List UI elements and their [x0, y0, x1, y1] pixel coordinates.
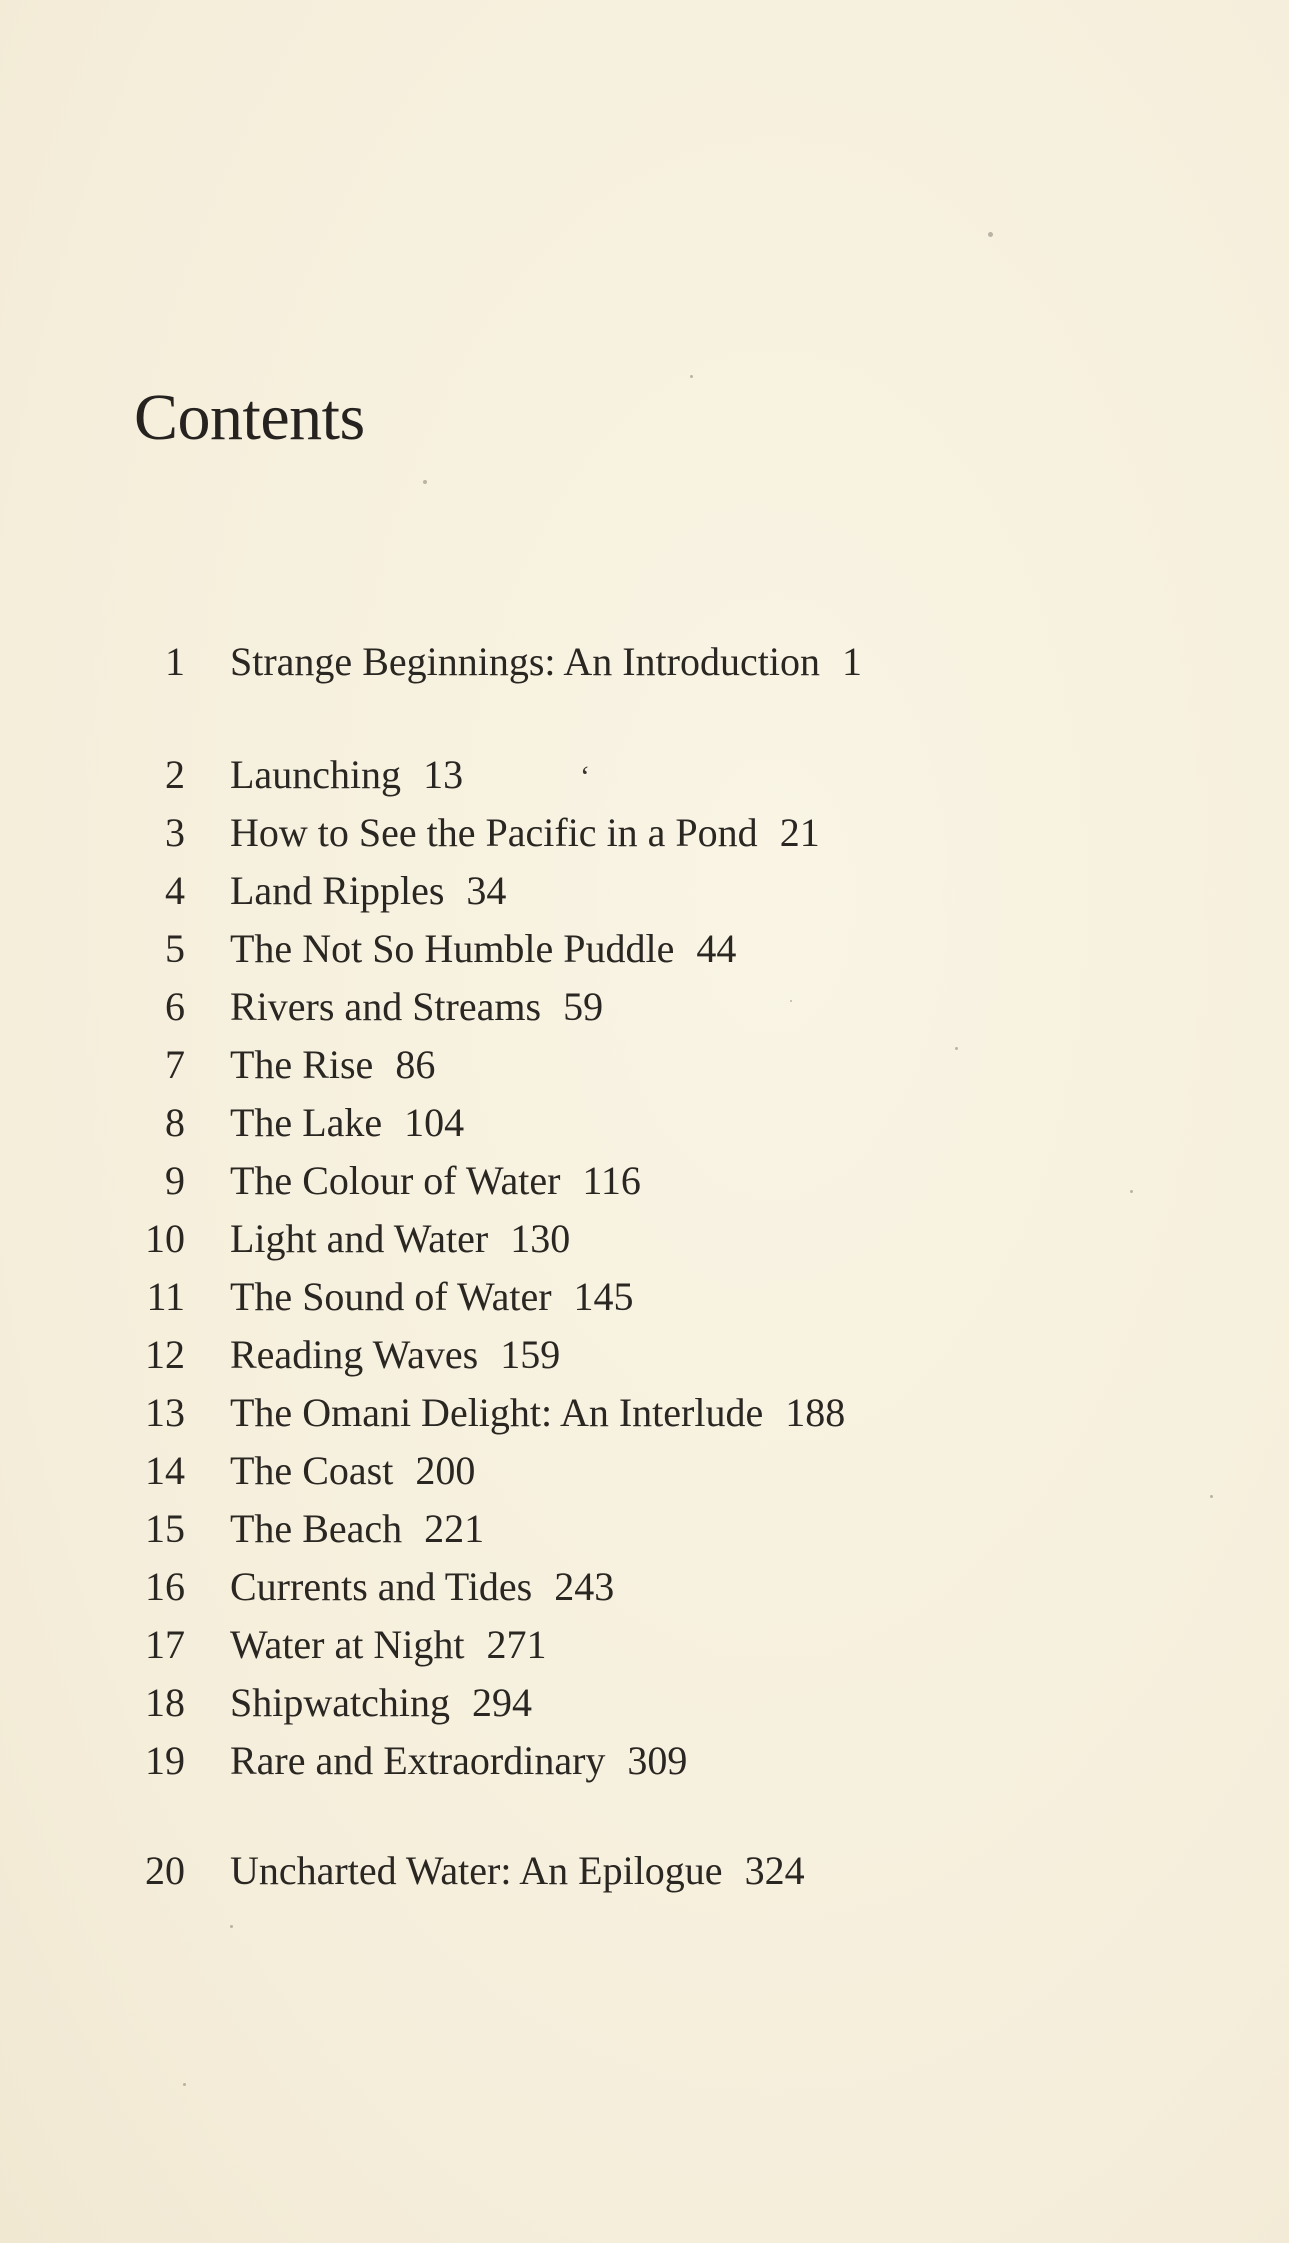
toc-entry[interactable]	[0, 750, 1289, 800]
toc-entry-text	[230, 1620, 546, 1670]
toc-entry[interactable]	[0, 1388, 1289, 1438]
chapter-number: 3	[165, 810, 185, 855]
toc-entry-text	[230, 1504, 484, 1554]
toc-entry[interactable]	[0, 1156, 1289, 1206]
chapter-title: The Coast	[230, 1448, 394, 1493]
chapter-page-number: 59	[563, 984, 604, 1029]
toc-entry[interactable]	[0, 1620, 1289, 1670]
chapter-title: Currents and Tides	[230, 1564, 533, 1609]
chapter-title: Strange Beginnings: An Introduction	[230, 639, 820, 684]
toc-entry-text	[230, 1736, 687, 1786]
chapter-page-number: 243	[554, 1564, 615, 1609]
chapter-page-number: 271	[486, 1622, 547, 1667]
chapter-number: 2	[165, 752, 185, 797]
chapter-number: 5	[165, 926, 185, 971]
chapter-number: 12	[145, 1332, 185, 1377]
chapter-number: 4	[165, 868, 185, 913]
toc-entry[interactable]	[0, 982, 1289, 1032]
chapter-page-number: 34	[466, 868, 507, 913]
chapter-title: Land Ripples	[230, 868, 445, 913]
toc-entry-text	[230, 1040, 435, 1090]
page-title: Contents	[134, 381, 365, 454]
chapter-page-number: 1	[841, 639, 862, 684]
toc-entry-text	[230, 1330, 560, 1380]
toc-entry-text	[230, 1846, 805, 1896]
toc-entry[interactable]	[0, 1678, 1289, 1728]
toc-entry-text	[230, 1098, 464, 1148]
toc-entry-text	[230, 982, 603, 1032]
chapter-page-number: 324	[744, 1848, 805, 1893]
chapter-number: 11	[146, 1274, 185, 1319]
chapter-title: Launching	[230, 752, 402, 797]
toc-entry-text	[230, 808, 820, 858]
chapter-title: The Beach	[230, 1506, 403, 1551]
toc-entry[interactable]	[0, 1098, 1289, 1148]
chapter-number: 19	[145, 1738, 185, 1783]
chapter-title: The Lake	[230, 1100, 383, 1145]
chapter-number: 16	[145, 1564, 185, 1609]
toc-entry[interactable]	[0, 808, 1289, 858]
chapter-number: 13	[145, 1390, 185, 1435]
toc-entry-text	[230, 1388, 845, 1438]
toc-entry-text	[230, 1214, 570, 1264]
toc-entry-text	[230, 1562, 614, 1612]
chapter-number: 8	[165, 1100, 185, 1145]
chapter-number: 10	[145, 1216, 185, 1261]
toc-entry[interactable]	[0, 1330, 1289, 1380]
toc-entry[interactable]	[0, 1846, 1289, 1896]
toc-entry-text	[230, 1156, 641, 1206]
chapter-page-number: 130	[510, 1216, 571, 1261]
chapter-page-number: 86	[395, 1042, 436, 1087]
chapter-title: Light and Water	[230, 1216, 489, 1261]
toc-entry[interactable]	[0, 1446, 1289, 1496]
chapter-title: Rivers and Streams	[230, 984, 542, 1029]
chapter-number: 7	[165, 1042, 185, 1087]
chapter-title: How to See the Pacific in a Pond	[230, 810, 758, 855]
chapter-page-number: 21	[779, 810, 820, 855]
chapter-number: 6	[165, 984, 185, 1029]
chapter-title: Shipwatching	[230, 1680, 450, 1725]
chapter-page-number: 13	[423, 752, 464, 797]
chapter-page-number: 294	[471, 1680, 532, 1725]
toc-entry-text	[230, 866, 506, 916]
toc-entry[interactable]	[0, 1504, 1289, 1554]
chapter-page-number: 104	[404, 1100, 465, 1145]
toc-entry-text	[230, 1678, 532, 1728]
chapter-page-number: 200	[415, 1448, 476, 1493]
chapter-number: 1	[165, 639, 185, 684]
chapter-page-number: 221	[424, 1506, 485, 1551]
chapter-number: 14	[145, 1448, 185, 1493]
chapter-page-number: 309	[627, 1738, 688, 1783]
chapter-page-number: 188	[785, 1390, 846, 1435]
chapter-title: The Rise	[230, 1042, 374, 1087]
chapter-number: 17	[145, 1622, 185, 1667]
chapter-number: 20	[145, 1848, 185, 1893]
chapter-number: 18	[145, 1680, 185, 1725]
toc-entry[interactable]	[0, 1040, 1289, 1090]
toc-entry[interactable]	[0, 637, 1289, 687]
chapter-title: Reading Waves	[230, 1332, 479, 1377]
toc-entry[interactable]	[0, 924, 1289, 974]
chapter-number: 9	[165, 1158, 185, 1203]
chapter-page-number: 145	[573, 1274, 634, 1319]
toc-entry[interactable]	[0, 1214, 1289, 1264]
stray-ink-mark: ʻ	[580, 760, 590, 793]
toc-entry[interactable]	[0, 1562, 1289, 1612]
chapter-title: The Not So Humble Puddle	[230, 926, 675, 971]
chapter-title: Water at Night	[230, 1622, 465, 1667]
chapter-number: 15	[145, 1506, 185, 1551]
toc-entry-text	[230, 924, 736, 974]
chapter-title: Uncharted Water: An Epilogue	[230, 1848, 723, 1893]
chapter-title: The Colour of Water	[230, 1158, 561, 1203]
toc-entry-text	[230, 1446, 475, 1496]
toc-entry[interactable]	[0, 866, 1289, 916]
toc-entry[interactable]	[0, 1736, 1289, 1786]
chapter-page-number: 116	[582, 1158, 641, 1203]
toc-entry-text	[230, 637, 862, 687]
chapter-title: The Sound of Water	[230, 1274, 552, 1319]
chapter-title: The Omani Delight: An Interlude	[230, 1390, 764, 1435]
toc-entry[interactable]	[0, 1272, 1289, 1322]
toc-entry-text	[230, 1272, 634, 1322]
chapter-title: Rare and Extraordinary	[230, 1738, 606, 1783]
toc-entry-text	[230, 750, 463, 800]
chapter-page-number: 44	[696, 926, 737, 971]
chapter-page-number: 159	[500, 1332, 561, 1377]
